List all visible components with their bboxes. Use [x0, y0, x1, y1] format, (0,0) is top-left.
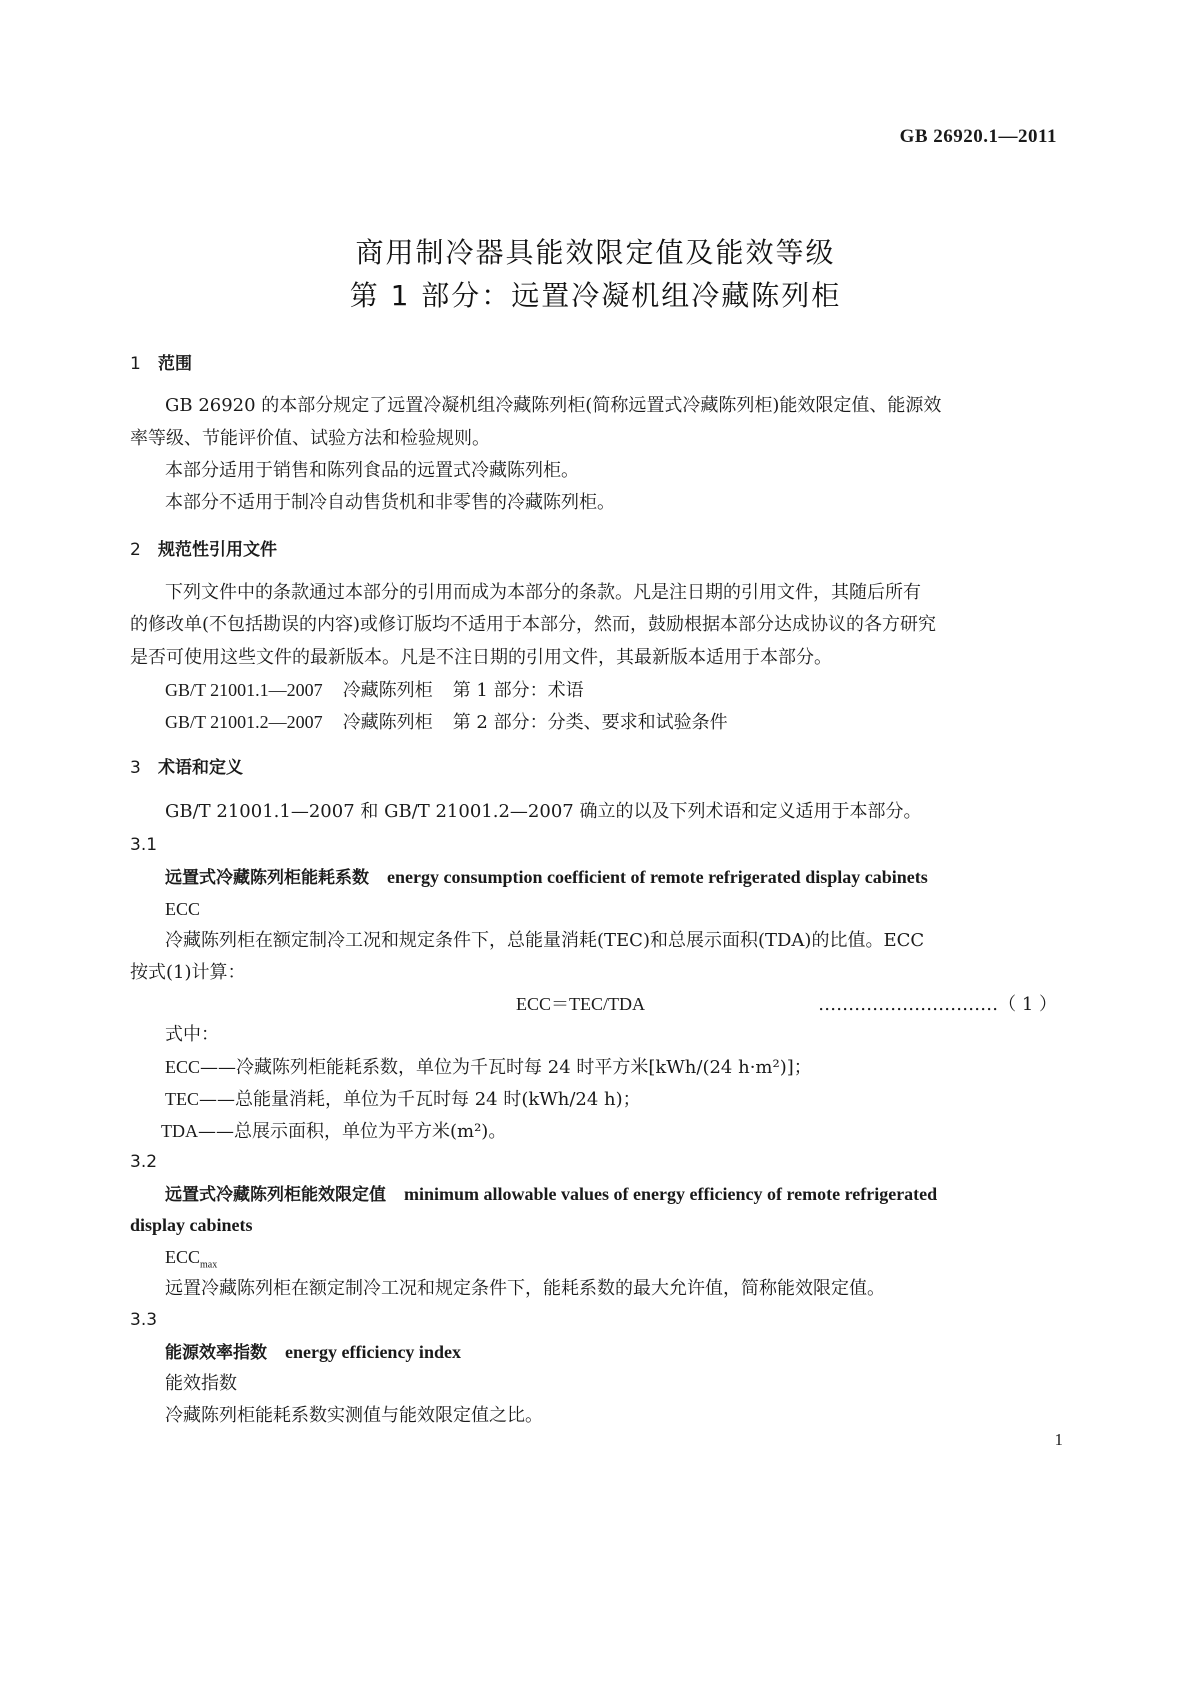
section-title: 范围	[158, 354, 192, 374]
clause-number-3-2: 3.2	[130, 1152, 158, 1172]
term-3-3-definition: 冷藏陈列柜能耗系数实测值与能效限定值之比。	[165, 1405, 543, 1426]
reference-item	[165, 677, 1095, 704]
formula-variable	[165, 1054, 1095, 1081]
section-3-intro: GB/T 21001.1—2007 和 GB/T 21001.2—2007 确立的以及下列术语和定义适用于本部分。	[165, 801, 922, 822]
abbreviation-main: ECC	[165, 1247, 201, 1267]
abbreviation-subscript: max	[200, 1259, 218, 1271]
reference-part: 第 1 部分：术语	[452, 680, 584, 701]
term-3-1-abbreviation: ECC	[165, 899, 201, 919]
term-english-continued: display cabinets	[130, 1215, 253, 1235]
reference-code: GB/T 21001.1—2007	[165, 680, 323, 700]
term-3-2-heading	[165, 1181, 985, 1208]
reference-code: GB/T 21001.2—2007	[165, 712, 323, 732]
document-title-line1: 商用制冷器具能效限定值及能效等级	[355, 236, 836, 269]
clause-number-3-1: 3.1	[130, 835, 158, 855]
term-3-2-abbreviation	[165, 1244, 1095, 1279]
variable-description: ——冷藏陈列柜能耗系数，单位为千瓦时每 24 时平方米[kWh/(24 h·m²)]；	[200, 1057, 812, 1078]
term-english: minimum allowable values of energy efficiency of remote refrigerated	[404, 1184, 938, 1204]
section-1-paragraph-1-line-1: GB 26920 的本部分规定了远置冷凝机组冷藏陈列柜(简称远置式冷藏陈列柜)能效限定值、能源效	[165, 395, 942, 416]
section-1-paragraph-1-line-2: 率等级、节能评价值、试验方法和检验规则。	[130, 428, 490, 449]
variable-symbol: TDA	[161, 1121, 198, 1141]
variable-symbol: ECC	[165, 1057, 201, 1077]
variable-description: ——总能量消耗，单位为千瓦时每 24 时(kWh/24 h)；	[199, 1089, 641, 1110]
section-2-paragraph-line-1: 下列文件中的条款通过本部分的引用而成为本部分的条款。凡是注日期的引用文件，其随后所有	[165, 582, 921, 603]
term-english: energy efficiency index	[285, 1342, 461, 1362]
document-title-line2: 第 1 部分：远置冷凝机组冷藏陈列柜	[349, 279, 842, 312]
section-3-heading	[130, 755, 1060, 781]
formula-expression: ECC＝TEC/TDA	[516, 994, 645, 1014]
section-2-paragraph-line-3: 是否可使用这些文件的最新版本。凡是不注日期的引用文件，其最新版本适用于本部分。	[130, 647, 832, 668]
term-3-1-heading	[165, 864, 1095, 891]
term-3-1-definition-line-2: 按式(1)计算：	[130, 962, 246, 983]
section-2-paragraph-line-2: 的修改单(不包括勘误的内容)或修订版均不适用于本部分，然而，鼓励根据本部分达成协议的各方研究	[130, 614, 937, 635]
formula-where-label: 式中：	[165, 1024, 219, 1045]
clause-number-3-3: 3.3	[130, 1310, 158, 1330]
section-2-heading	[130, 537, 1060, 563]
section-title: 术语和定义	[158, 758, 243, 778]
reference-title: 冷藏陈列柜	[342, 680, 433, 701]
variable-symbol: TEC	[165, 1089, 199, 1109]
term-3-3-alternative: 能效指数	[165, 1373, 237, 1394]
reference-item	[165, 709, 1095, 736]
term-english: energy consumption coefficient of remote refrigerated display cabinets	[387, 867, 928, 887]
section-1-paragraph-2: 本部分适用于销售和陈列食品的远置式冷藏陈列柜。	[165, 460, 579, 481]
term-chinese: 能源效率指数	[165, 1343, 267, 1363]
term-3-2-definition: 远置冷藏陈列柜在额定制冷工况和规定条件下，能耗系数的最大允许值，简称能效限定值。	[165, 1278, 885, 1299]
standard-code: GB 26920.1—2011	[899, 126, 1057, 147]
section-number: 1	[130, 354, 141, 374]
formula-variable	[165, 1086, 1095, 1113]
term-chinese: 远置式冷藏陈列柜能耗系数	[165, 868, 369, 888]
term-chinese: 远置式冷藏陈列柜能效限定值	[165, 1185, 386, 1205]
reference-title: 冷藏陈列柜	[342, 712, 433, 733]
section-number: 2	[130, 540, 141, 560]
section-1-heading	[130, 351, 1060, 377]
formula-number: …………………………（ 1 ）	[818, 994, 1057, 1015]
section-title: 规范性引用文件	[158, 540, 277, 560]
term-3-3-heading	[165, 1339, 1095, 1366]
term-3-2-heading-continuation	[130, 1212, 1060, 1239]
formula-variable	[161, 1118, 1091, 1145]
section-number: 3	[130, 758, 141, 778]
term-3-1-definition-line-1: 冷藏陈列柜在额定制冷工况和规定条件下，总能量消耗(TEC)和总展示面积(TDA)的比值。ECC	[165, 930, 925, 951]
variable-description: ——总展示面积，单位为平方米(m²)。	[198, 1121, 507, 1142]
section-1-paragraph-3: 本部分不适用于制冷自动售货机和非零售的冷藏陈列柜。	[165, 492, 615, 513]
page-number: 1	[1054, 1430, 1063, 1449]
reference-part: 第 2 部分：分类、要求和试验条件	[452, 712, 728, 733]
